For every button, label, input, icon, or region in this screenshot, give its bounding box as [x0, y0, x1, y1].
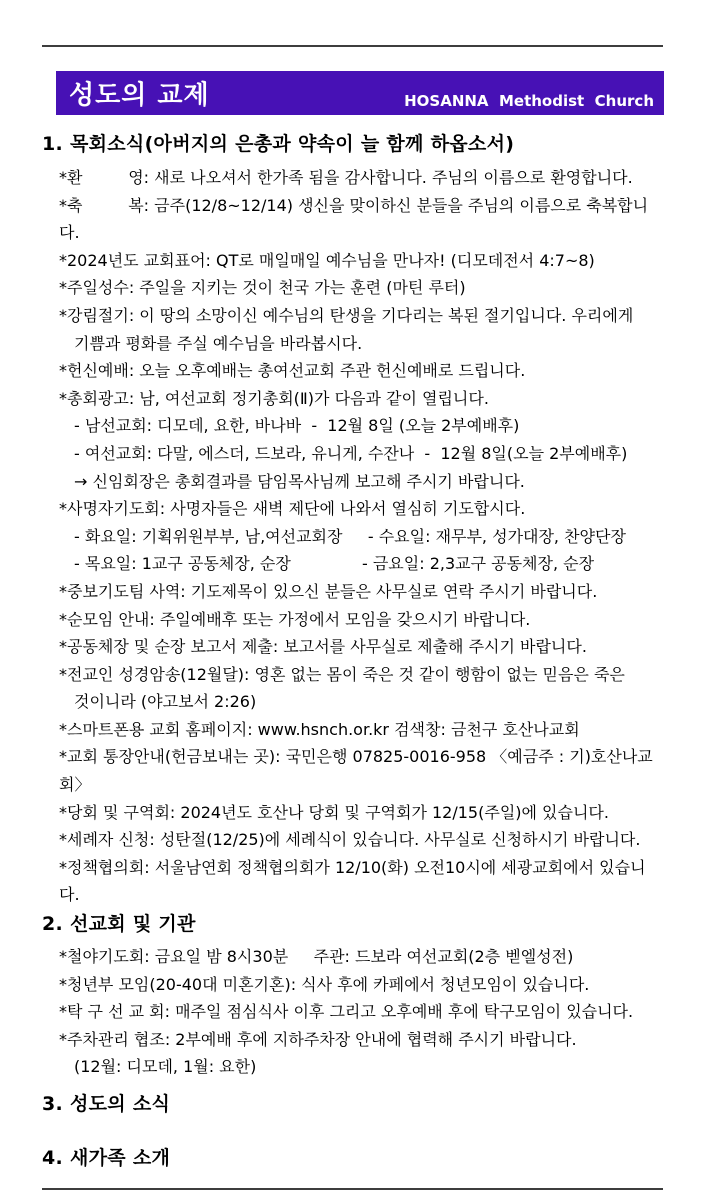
- section-heading: 4. 새가족 소개: [42, 1147, 171, 1169]
- section-heading: 2. 선교회 및 기관: [42, 913, 196, 936]
- sections-container: [0, 131, 706, 1171]
- bulletin-line: *총회광고: 남, 여선교회 정기총회(Ⅱ)가 다음과 같이 열립니다.: [59, 388, 489, 408]
- bulletin-line: → 신임회장은 총회결과를 담임목사님께 보고해 주시기 바랍니다.: [74, 471, 525, 491]
- bulletin-line: *공동체장 및 순장 보고서 제출: 보고서를 사무실로 제출해 주시기 바랍니다.: [59, 637, 587, 657]
- bulletin-line: *순모임 안내: 주일예배후 또는 가정에서 모임을 갖으시기 바랍니다.: [59, 609, 531, 629]
- bulletin-line: *헌신예배: 오늘 오후예배는 총여선교회 주관 헌신예배로 드립니다.: [59, 361, 526, 381]
- bulletin-line: *사명자기도회: 사명자들은 새벽 제단에 나와서 열심히 기도합시다.: [59, 499, 526, 519]
- bulletin-line: *2024년도 교회표어: QT로 매일매일 예수님을 만나자! (디모데전서 4:7~8): [59, 250, 595, 270]
- bulletin-line: - 화요일: 기획위원부부, 남,여선교회장 - 수요일: 재무부, 성가대장, 찬양단장: [74, 526, 626, 546]
- section-heading: 1. 목회소식(아버지의 은총과 약속이 늘 함께 하옵소서): [42, 133, 515, 155]
- bulletin-line: *강림절기: 이 땅의 소망이신 예수님의 탄생을 기다리는 복된 절기입니다. 우리에게: [59, 305, 634, 325]
- section: [42, 131, 664, 909]
- bulletin-line: *축 복: 금주(12/8~12/14) 생신을 맞이하신 분들을 주님의 이름으로 축복합니다.: [59, 195, 649, 243]
- section: [42, 1145, 664, 1171]
- bulletin-line: *주차관리 협조: 2부예배 후에 지하주차장 안내에 협력해 주시기 바랍니다.: [59, 1029, 577, 1049]
- section-heading: 3. 성도의 소식: [42, 1093, 171, 1115]
- section: [42, 1091, 664, 1117]
- bulletin-line: 기쁨과 평화를 주실 예수님을 바라봅시다.: [74, 333, 363, 353]
- bulletin-line: *전교인 성경암송(12월달): 영혼 없는 몸이 죽은 것 같이 행함이 없는 믿음은 죽은: [59, 664, 625, 684]
- page-title: 성도의 교제: [69, 80, 210, 111]
- bulletin-line: (12월: 디모데, 1월: 요한): [74, 1057, 257, 1077]
- bulletin-line: *청년부 모임(20-40대 미혼기혼): 식사 후에 카페에서 청년모임이 있습니다.: [59, 974, 590, 994]
- bottom-divider: [42, 1188, 663, 1190]
- bulletin-line: - 목요일: 1교구 공동체장, 순장 - 금요일: 2,3교구 공동체장, 순장: [74, 554, 595, 574]
- bulletin-line: *스마트폰용 교회 홈페이지: www.hsnch.or.kr 검색창: 금천구 호산나교회: [59, 719, 580, 739]
- bulletin-line: - 남선교회: 디모데, 요한, 바나바 - 12월 8일 (오늘 2부예배후): [74, 416, 520, 436]
- bulletin-line: 것이니라 (야고보서 2:26): [74, 692, 257, 712]
- bulletin-line: *환 영: 새로 나오셔서 한가족 됨을 감사합니다. 주님의 이름으로 환영합니다.: [59, 168, 633, 187]
- bulletin-line: *탁 구 선 교 회: 매주일 점심식사 이후 그리고 오후예배 후에 탁구모임이 있습니다.: [59, 1002, 634, 1022]
- header-banner: [56, 71, 664, 115]
- bulletin-line: *철야기도회: 금요일 밤 8시30분 주관: 드보라 여선교회(2층 벧엘성전): [59, 947, 574, 967]
- section: [42, 911, 664, 1081]
- bulletin-line: *교회 통장안내(헌금보내는 곳): 국민은행 07825-0016-958 〈예금주 : 기)호산나교회〉: [59, 747, 653, 795]
- bulletin-line: *주일성수: 주일을 지키는 것이 천국 가는 훈련 (마틴 루터): [59, 278, 466, 298]
- bulletin-page: [0, 45, 706, 1194]
- bulletin-line: *중보기도팀 사역: 기도제목이 있으신 분들은 사무실로 연락 주시기 바랍니다.: [59, 581, 598, 601]
- bulletin-line: *당회 및 구역회: 2024년도 호산나 당회 및 구역회가 12/15(주일)에 있습니다.: [59, 802, 609, 822]
- bulletin-line: - 여선교회: 다말, 에스더, 드보라, 유니게, 수잔나 - 12월 8일(오늘 2부예배후): [74, 443, 628, 463]
- church-name: HOSANNA Methodist Church: [404, 92, 654, 110]
- top-divider: [42, 45, 663, 47]
- bulletin-line: *세례자 신청: 성탄절(12/25)에 세례식이 있습니다. 사무실로 신청하시기 바랍니다.: [59, 830, 641, 850]
- bulletin-line: *정책협의회: 서울남연회 정책협의회가 12/10(화) 오전10시에 세광교회에서 있습니다.: [59, 857, 646, 905]
